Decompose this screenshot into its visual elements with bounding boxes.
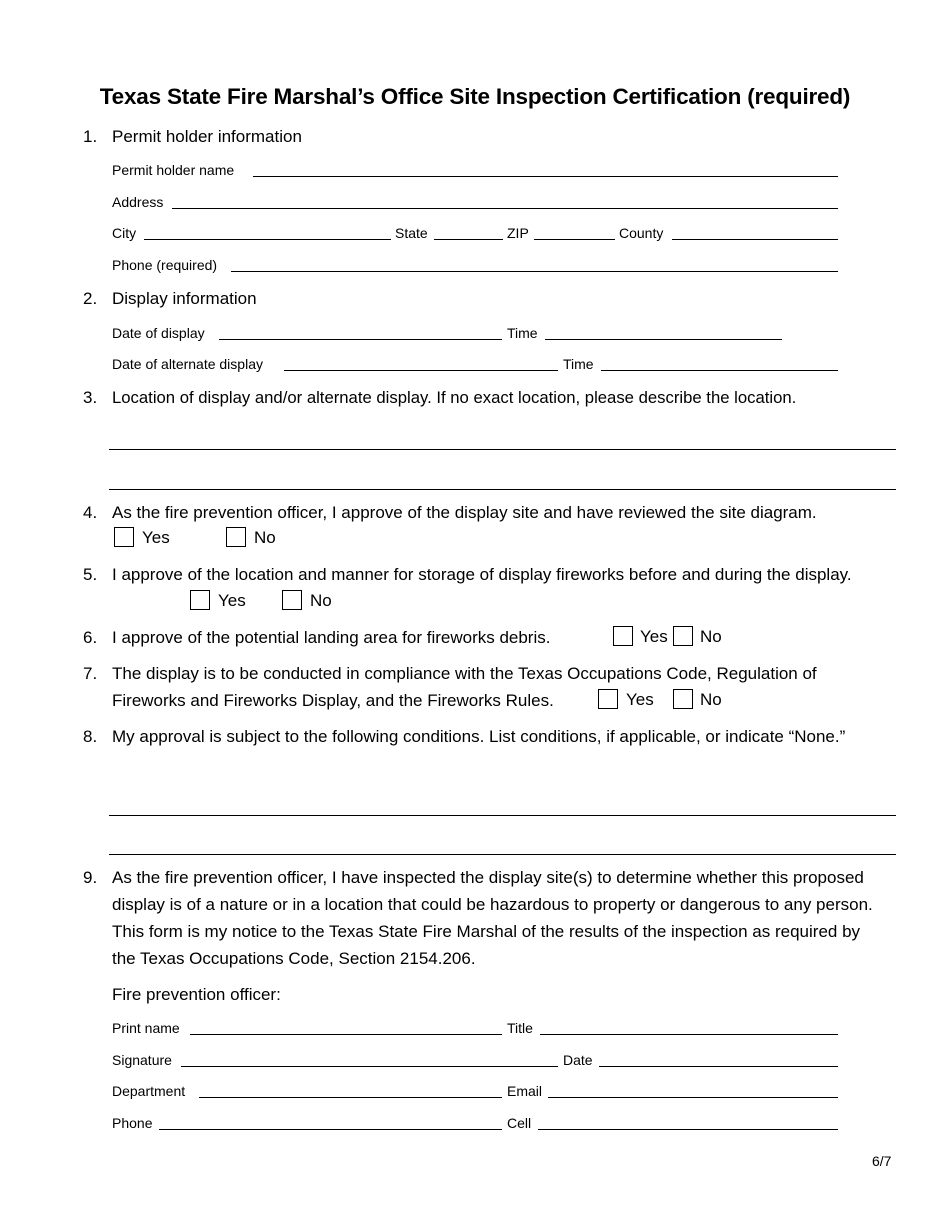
email-label: Email	[507, 1083, 543, 1099]
signature-label: Signature	[112, 1052, 172, 1068]
date-of-alternate-display-field[interactable]	[284, 370, 558, 371]
storage-approval-yes-checkbox[interactable]	[190, 590, 210, 610]
compliance-question	[112, 660, 902, 714]
state-field[interactable]	[434, 239, 503, 240]
conditions-answer-line-1[interactable]	[109, 815, 896, 816]
phone-required-label: Phone (required)	[112, 257, 218, 273]
city-field[interactable]	[144, 239, 391, 240]
print-name-row	[112, 1018, 838, 1038]
item-number: 7.	[83, 664, 98, 683]
landing-area-no-checkbox[interactable]	[673, 626, 693, 646]
cell-field[interactable]	[538, 1129, 838, 1130]
no-label: No	[700, 627, 722, 646]
date-of-display-field[interactable]	[219, 339, 502, 340]
conditions-answer-line-2[interactable]	[109, 854, 896, 855]
display-date-row	[112, 323, 838, 343]
address-row	[112, 192, 838, 212]
item-number: 2.	[83, 289, 98, 308]
yes-label: Yes	[626, 690, 654, 709]
time-field[interactable]	[545, 339, 782, 340]
county-field[interactable]	[672, 239, 838, 240]
officer-phone-row	[112, 1113, 838, 1133]
department-label: Department	[112, 1083, 186, 1099]
phone-required-field[interactable]	[231, 271, 838, 272]
landing-area-question: I approve of the potential landing area for fireworks debris.	[112, 628, 551, 647]
alternate-time-label: Time	[563, 356, 594, 372]
storage-approval-question	[112, 561, 902, 588]
department-field[interactable]	[199, 1097, 502, 1098]
title-label: Title	[507, 1020, 533, 1036]
compliance-no-checkbox[interactable]	[673, 689, 693, 709]
item-number: 6.	[83, 628, 98, 647]
section-heading-permit-holder: Permit holder information	[112, 127, 302, 146]
location-answer-line-1[interactable]	[109, 449, 896, 450]
officer-phone-label: Phone	[112, 1115, 153, 1131]
storage-approval-no-checkbox[interactable]	[282, 590, 302, 610]
date-of-display-label: Date of display	[112, 325, 205, 341]
zip-label: ZIP	[507, 225, 529, 241]
address-field[interactable]	[172, 208, 838, 209]
landing-area-yes-checkbox[interactable]	[613, 626, 633, 646]
compliance-text: The display is to be conducted in compliance with the Texas Occupations Code, Regulation of Fireworks and Fireworks Display, and the Fireworks Rules.	[112, 664, 817, 710]
city-label: City	[112, 225, 137, 241]
zip-field[interactable]	[534, 239, 615, 240]
address-label: Address	[112, 194, 164, 210]
city-state-zip-row	[112, 223, 838, 243]
item-number: 8.	[83, 727, 98, 746]
no-label: No	[700, 690, 722, 709]
cell-label: Cell	[507, 1115, 532, 1131]
location-question: Location of display and/or alternate display. If no exact location, please describe the location.	[112, 388, 797, 407]
item-number: 3.	[83, 388, 98, 407]
signature-date-field[interactable]	[599, 1066, 838, 1067]
signature-date-label: Date	[563, 1052, 593, 1068]
no-label: No	[254, 528, 276, 547]
item-number: 4.	[83, 503, 98, 522]
signature-field[interactable]	[181, 1066, 558, 1067]
alternate-display-date-row	[112, 354, 838, 374]
item-number: 9.	[83, 868, 98, 887]
site-approval-yes-checkbox[interactable]	[114, 527, 134, 547]
storage-approval-text: I approve of the location and manner for storage of display fireworks before and during the display.	[112, 565, 852, 584]
page-number: 6/7	[872, 1153, 892, 1169]
item-number: 1.	[83, 127, 98, 146]
yes-label: Yes	[218, 591, 246, 610]
form-title: Texas State Fire Marshal’s Office Site Inspection Certification (required)	[99, 84, 851, 109]
time-label: Time	[507, 325, 538, 341]
email-field[interactable]	[548, 1097, 838, 1098]
officer-phone-field[interactable]	[159, 1129, 502, 1130]
department-row	[112, 1081, 838, 1101]
item-number: 5.	[83, 565, 98, 584]
no-label: No	[310, 591, 332, 610]
date-of-alternate-display-label: Date of alternate display	[112, 356, 263, 372]
print-name-field[interactable]	[190, 1034, 502, 1035]
site-approval-no-checkbox[interactable]	[226, 527, 246, 547]
inspection-statement: As the fire prevention officer, I have inspected the display site(s) to determine whether this proposed display is of a nature or in a location that could be hazardous to property or dangerous to any person. This form is my notice to the Texas State Fire Marshal of the results of the inspection as required by the Texas Occupations Code, Section 2154.206.	[112, 868, 873, 968]
site-approval-question: As the fire prevention officer, I approve of the display site and have reviewed the site diagram.	[112, 503, 817, 522]
alternate-time-field[interactable]	[601, 370, 838, 371]
location-answer-line-2[interactable]	[109, 489, 896, 490]
conditions-text: My approval is subject to the following conditions. List conditions, if applicable, or indicate “None.”	[112, 727, 846, 746]
compliance-yes-checkbox[interactable]	[598, 689, 618, 709]
fire-prevention-officer-heading: Fire prevention officer:	[112, 985, 281, 1004]
state-label: State	[395, 225, 428, 241]
conditions-question	[112, 723, 902, 750]
permit-holder-name-field[interactable]	[253, 176, 838, 177]
yes-label: Yes	[142, 528, 170, 547]
print-name-label: Print name	[112, 1020, 180, 1036]
county-label: County	[619, 225, 664, 241]
yes-label: Yes	[640, 627, 668, 646]
section-heading-display-info: Display information	[112, 289, 257, 308]
permit-holder-name-row	[112, 160, 838, 180]
title-field[interactable]	[540, 1034, 838, 1035]
permit-holder-name-label: Permit holder name	[112, 162, 235, 178]
phone-row	[112, 255, 838, 275]
signature-row	[112, 1050, 838, 1070]
